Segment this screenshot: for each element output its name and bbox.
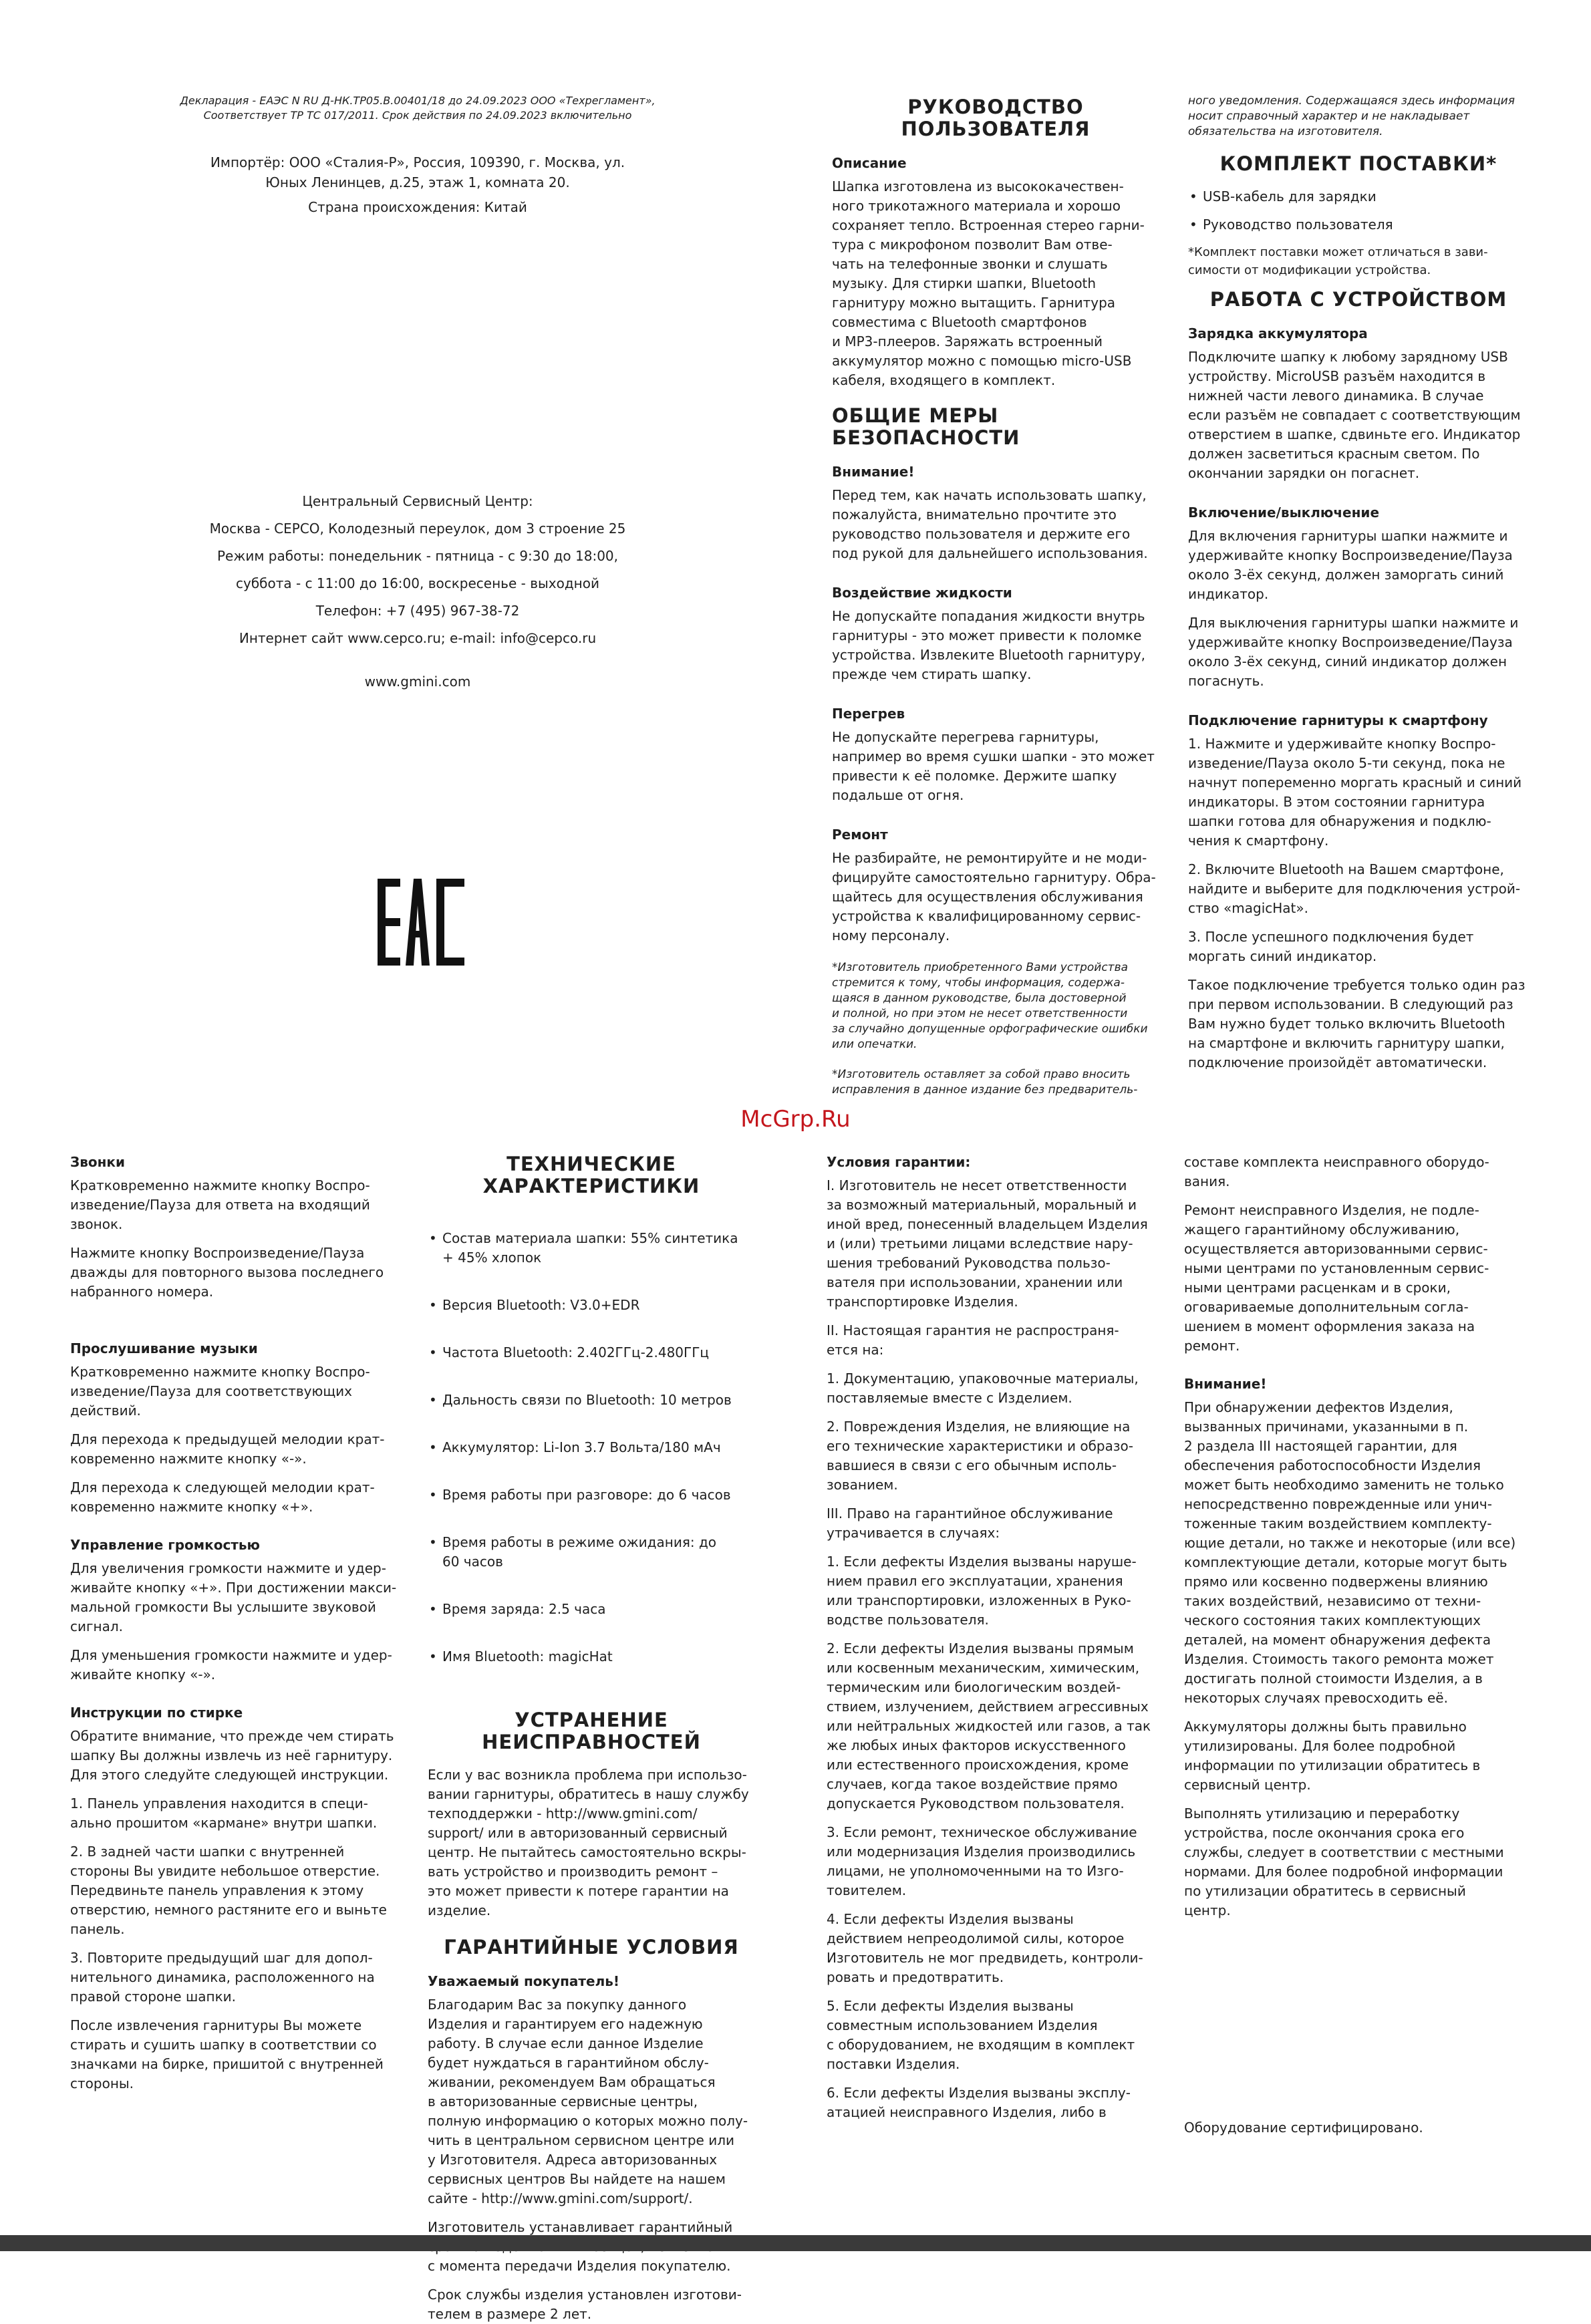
description-heading: Описание	[832, 155, 907, 171]
kit-footnote: *Комплект поставки может отличаться в зави- симости от модификации устройства.	[1188, 245, 1488, 277]
battery-disposal-text: Аккумуляторы должны быть правильно утилизированы. Для более подробной информации по утилизации обратитесь в сервисный центр.	[1184, 1719, 1481, 1793]
attention-heading: Внимание!	[832, 464, 915, 480]
warranty-clause: 4. Если дефекты Изделия вызваны действием непреодолимой силы, которое Изготовитель не мог предвидеть, контроли- ровать и предотвратить.	[827, 1911, 1143, 1985]
volume-heading: Управление громкостью	[70, 1537, 260, 1553]
recycling-text: Выполнять утилизацию и переработку устройства, после окончания срока его службы, следует в соответствии с местными нормами. Для более подробной информации по утилизации обратитесь в сервисный центр.	[1184, 1805, 1504, 1918]
final-attention-heading: Внимание!	[1184, 1376, 1267, 1392]
pairing-step-3: 3. После успешного подключения будет моргать синий индикатор.	[1188, 929, 1474, 964]
volume-up-text: Для увеличения громкости нажмите и удер- живайте кнопку «+». При достижении макси- мальной громкости Вы услышите звуковой сигнал.	[70, 1560, 397, 1634]
warranty-term-text: Изготовитель устанавливает гарантийный с момента передачи Изделия покупателю.	[428, 2219, 733, 2274]
power-on-text: Для включения гарнитуры шапки нажмите и удерживайте кнопку Воспроизведение/Пауза около 3-ёх секунд, должен заморгать синий индикатор.	[1188, 528, 1513, 602]
warranty-clause: III. Право на гарантийное обслуживание утрачивается в случаях:	[827, 1505, 1113, 1541]
bottom-border	[0, 2235, 1591, 2251]
spec-item: • Имя Bluetooth: magicHat	[428, 1647, 755, 1666]
kit-list	[1188, 187, 1529, 235]
warranty-clause: 5. Если дефекты Изделия вызваны совместным использованием Изделия с оборудованием, не входящим в комплект поставки Изделия.	[827, 1998, 1135, 2072]
charge-heading: Зарядка аккумулятора	[1188, 325, 1368, 341]
power-off-text: Для выключения гарнитуры шапки нажмите и удерживайте кнопку Воспроизведение/Пауза около 3-ёх секунд, синий индикатор должен погаснуть.	[1188, 615, 1519, 689]
importer-text: Импортёр: ООО «Сталия-Р», Россия, 109390, г. Москва, ул. Юных Ленинцев, д.25, этаж 1, комната 20.	[210, 154, 625, 190]
warranty-continued-column	[1184, 1153, 1528, 1920]
attention-text: Перед тем, как начать использовать шапку, пожалуйста, внимательно прочтите это руководство пользователя и держите его под рукой для дальнейшего использования.	[832, 487, 1148, 561]
certified-text: Оборудование сертифицировано.	[1184, 2120, 1423, 2136]
charge-text: Подключите шапку к любому зарядному USB устройству. MicroUSB разъём находится в нижней части левого динамика. В случае если разъём не совпадает с соответствующим отверстием в шапке, сдвиньте его. Индикатор должен засветиться красным светом. По окончании зарядки он погаснет.	[1188, 349, 1521, 481]
liquid-text: Не допускайте попадания жидкости внутрь гарнитуры - это может привести к поломке устройства. Извлеките Bluetooth гарнитуру, прежде чем стирать шапку.	[832, 608, 1146, 682]
washing-heading: Инструкции по стирке	[70, 1705, 243, 1721]
repair-heading: Ремонт	[832, 827, 888, 843]
kit-item: • Руководство пользователя	[1188, 215, 1529, 235]
service-life-text: Срок службы изделия установлен изготови- телем в размере 2 лет.	[428, 2287, 742, 2322]
washing-step-1: 1. Панель управления находится в специ- ально прошитом «кармане» внутри шапки.	[70, 1795, 378, 1831]
watermark-text: McGrp.Ru	[740, 1106, 851, 1133]
washing-intro: Обратите внимание, что прежде чем стирать шапку Вы должны извлечь из неё гарнитуру. Для этого следуйте следующей инструкции.	[70, 1728, 394, 1783]
music-text-3: Для перехода к следующей мелодии крат- ковременно нажмите кнопку «+».	[70, 1479, 375, 1515]
troubleshooting-text: Если у вас возникла проблема при использо- вании гарнитуры, обратитесь в нашу службу техподдержки - http://www.gmini.com/ support/ или в авторизованный сервисный центр. Не пытайтесь самостоятельно вскры- вать устройство и производить ремонт – это может привести к потере гарантии на изделие.	[428, 1767, 749, 1918]
calls-heading: Звонки	[70, 1154, 126, 1170]
music-text-1: Кратковременно нажмите кнопку Воспро- изведение/Пауза для соответствующих действий.	[70, 1364, 370, 1419]
liquid-heading: Воздействие жидкости	[832, 585, 1012, 601]
calls-answer-text: Кратковременно нажмите кнопку Воспро- изведение/Пауза для ответа на входящий звонок.	[70, 1177, 370, 1232]
music-text-2: Для перехода к предыдущей мелодии крат- ковременно нажмите кнопку «-».	[70, 1431, 385, 1467]
washing-step-3: 3. Повторите предыдущий шаг для допол- нительного динамика, расположенного на правой стороне шапки.	[70, 1950, 375, 2005]
safety-title: ОБЩИЕ МЕРЫ БЕЗОПАСНОСТИ	[832, 404, 1020, 449]
changes-note-continued: ного уведомления. Содержащаяся здесь информация носит справочный характер и не накладывает обязательства на изготовителя.	[1188, 94, 1515, 138]
eac-mark-icon	[378, 879, 464, 966]
washing-step-2: 2. В задней части шапки с внутренней стороны Вы увидите небольшое отверстие. Передвиньте панель управления к этому отверстию, немного растяните его и выньте панель.	[70, 1844, 387, 1937]
dear-customer-heading: Уважаемый покупатель!	[428, 1973, 620, 1989]
pairing-step-2: 2. Включите Bluetooth на Вашем смартфоне, найдите и выберите для подключения устрой- ство «magicHat».	[1188, 861, 1521, 916]
calls-redial-text: Нажмите кнопку Воспроизведение/Пауза дважды для повторного вызова последнего набранного номера.	[70, 1245, 384, 1300]
spec-item: • Состав материала шапки: 55% синтетика + 45% хлопок	[428, 1229, 755, 1268]
origin-text: Страна происхождения: Китай	[308, 199, 527, 215]
guide-title: РУКОВОДСТВО ПОЛЬЗОВАТЕЛЯ	[901, 96, 1091, 140]
kit-column	[1188, 94, 1529, 1072]
warranty-clause: 6. Если дефекты Изделия вызваны эксплу- атацией неисправного Изделия, либо в	[827, 2085, 1131, 2120]
declaration-text: Декларация - ЕАЭС N RU Д-НК.ТР05.В.00401/18 до 24.09.2023 ООО «Техрегламент», Соответствует ТР ТС 017/2011. Срок действия по 24.09.2023 включительно	[180, 94, 656, 122]
disclaimer-note: *Изготовитель приобретенного Вами устройства стремится к тому, чтобы информация, содержа- щаяся в данном руководстве, была достоверной и полной, но при этом не несет ответственности за случайно допущенные орфографические ошибки или опечатки.	[832, 961, 1148, 1051]
warranty-column	[827, 1153, 1157, 2122]
kit-title: КОМПЛЕКТ ПОСТАВКИ*	[1219, 152, 1497, 175]
warranty-clause: 1. Если дефекты Изделия вызваны наруше- нием правил его эксплуатации, хранения или транспортировки, изложенных в Руко- водстве пользователя.	[827, 1554, 1137, 1628]
service-center-text: Центральный Сервисный Центр: Москва - СЕРСО, Колодезный переулок, дом 3 строение 25 Режим работы: понедельник - пятница - с 9:30 до 18:00, суббота - с 11:00 до 16:00, воскресенье - выходной Телефон: +7 (495) 967-38-72 Интернет сайт www.cepco.ru; e-mail: info@cepco.ru	[209, 493, 626, 646]
spec-item: • Аккумулятор: Li-Ion 3.7 Вольта/180 мАч	[428, 1438, 755, 1457]
spec-item: • Частота Bluetooth: 2.402ГГц-2.480ГГц	[428, 1343, 755, 1362]
troubleshooting-title: УСТРАНЕНИЕ НЕИСПРАВНОСТЕЙ	[482, 1709, 701, 1753]
pairing-heading: Подключение гарнитуры к смартфону	[1188, 712, 1488, 728]
warranty-title: ГАРАНТИЙНЫЕ УСЛОВИЯ	[444, 1936, 739, 1958]
controls-column	[70, 1153, 404, 2093]
warranty-clause: 2. Если дефекты Изделия вызваны прямым или косвенным механическим, химическим, термическим или биологическим воздей- ствием, излучением, действием агрессивных или нейтральных жидкостей или газов, а так же любых иных факторов искусственного или естественного происхождения, кроме случаев, когда такое воздействие прямо допускается Руководством пользователя.	[827, 1640, 1151, 1811]
washing-final: После извлечения гарнитуры Вы можете стирать и сушить шапку в соответствии со значками на бирке, пришитой с внутренней стороны.	[70, 2017, 384, 2091]
warranty-continued-text: составе комплекта неисправного оборудо- вания.	[1184, 1154, 1489, 1189]
dear-customer-text: Благодарим Вас за покупку данного Изделия и гарантируем его надежную работу. В случае если данное Изделие будет нуждаться в гарантийном обслу- живании, рекомендуем Вам обращаться в авторизованные сервисные центры, полную информацию о которых можно полу- чить в центральном сервисном центре или у Изготовителя. Адреса авторизованных сервисных центров Вы найдете на нашем сайте - http://www.gmini.com/support/.	[428, 1997, 748, 2206]
warranty-clause: 1. Документацию, упаковочные материалы, поставляемые вместе с Изделием.	[827, 1370, 1139, 1406]
spec-item: • Время работы в режиме ожидания: до 60 часов	[428, 1533, 755, 1572]
warranty-conditions-heading: Условия гарантии:	[827, 1154, 971, 1170]
spec-item: • Версия Bluetooth: V3.0+EDR	[428, 1296, 755, 1315]
defects-text: При обнаружении дефектов Изделия, вызванных причинами, указанными в п. 2 раздела III настоящей гарантии, для обеспечения работоспособности Изделия может быть необходимо заменить не только непосредственно поврежденные или унич- тоженные таким воздействием комплекту- ющие детали, но также и некоторые (или все) комплектующие детали, которые могут быть прямо или косвенно подвержены влиянию таких воздействий, независимо от техни- ческого состояния таких комплектующих деталей, на момент обнаружения дефекта Изделия. Стоимость такого ремонта может достигать полной стоимости Изделия, а в некоторых случаях превосходить её.	[1184, 1399, 1516, 1706]
music-heading: Прослушивание музыки	[70, 1340, 258, 1356]
power-heading: Включение/выключение	[1188, 504, 1380, 521]
warranty-clause: I. Изготовитель не несет ответственности за возможный материальный, моральный и иной вред, понесенный владельцем Изделия и (или) третьими лицами вследствие нару- шения требований Руководства пользо- вателя при использовании, хранении или транспортировке Изделия.	[827, 1177, 1148, 1310]
user-guide-column	[832, 87, 1159, 1098]
spec-item: • Время работы при разговоре: до 6 часов	[428, 1485, 755, 1505]
description-text: Шапка изготовлена из высококачествен- ного трикотажного материала и хорошо сохраняет тепло. Встроенная стерео гарни- тура с микрофоном позволит Вам отве- чать на телефонные звонки и слушать музыку. Для стирки шапки, Bluetooth гарнитуру можно вытащить. Гарнитура совместима с Bluetooth смартфонов и MP3-плееров. Заряжать встроенный аккумулятор можно с помощью micro-USB кабеля, входящего в комплект.	[832, 178, 1145, 388]
changes-note: *Изготовитель оставляет за собой право вносить исправления в данное издание без предваритель-	[832, 1068, 1138, 1097]
warranty-clause: 2. Повреждения Изделия, не влияющие на его технические характеристики и образо- вавшиеся в связи с его обычным исполь- зованием.	[827, 1419, 1133, 1493]
website-text: www.gmini.com	[364, 674, 471, 690]
warranty-clause: 3. Если ремонт, техническое обслуживание или модернизация Изделия производились лицами, не уполномоченными на то Изго- товителем.	[827, 1824, 1137, 1898]
spec-item: • Дальность связи по Bluetooth: 10 метров	[428, 1391, 755, 1410]
warranty-clause: II. Настоящая гарантия не распространя- ется на:	[827, 1322, 1119, 1358]
specs-list	[428, 1209, 755, 1695]
pairing-step-1: 1. Нажмите и удерживайте кнопку Воспро- изведение/Пауза около 5-ти секунд, пока не начнут попеременно моргать красный и синий индикаторы. В этом состоянии гарнитура шапки готова для обнаружения и подклю- чения к смартфону.	[1188, 736, 1522, 849]
paid-repair-text: Ремонт неисправного Изделия, не подле- жащего гарантийному обслуживанию, осуществляется авторизованными сервис- ными центрами по установленным сервис- ными центрами расценкам и в сроки, оговариваемые дополнительным согла- шением в момент оформления заказа на ремонт.	[1184, 1202, 1489, 1354]
repair-text: Не разбирайте, не ремонтируйте и не моди- фицируйте самостоятельно гарнитуру. Обра- щайтесь для осуществления обслуживания устройства к квалифицированному сервис- ному персоналу.	[832, 850, 1156, 943]
volume-down-text: Для уменьшения громкости нажмите и удер- живайте кнопку «-».	[70, 1647, 392, 1683]
operation-title: РАБОТА С УСТРОЙСТВОМ	[1209, 288, 1507, 311]
spec-item: • Время заряда: 2.5 часа	[428, 1600, 755, 1619]
kit-item: • USB-кабель для зарядки	[1188, 187, 1529, 206]
specs-column	[428, 1149, 755, 2324]
overheat-heading: Перегрев	[832, 706, 905, 722]
overheat-text: Не допускайте перегрева гарнитуры, например во время сушки шапки - это может привести к её поломке. Держите шапку подальше от огня.	[832, 729, 1155, 803]
pairing-note: Такое подключение требуется только один раз при первом использовании. В следующий раз Вам нужно будет только включить Bluetooth на смартфоне и включить гарнитуру шапки, подключение произойдёт автоматически.	[1188, 977, 1526, 1070]
specs-title: ТЕХНИЧЕСКИЕ ХАРАКТЕРИСТИКИ	[482, 1153, 700, 1197]
header-left	[100, 94, 735, 692]
